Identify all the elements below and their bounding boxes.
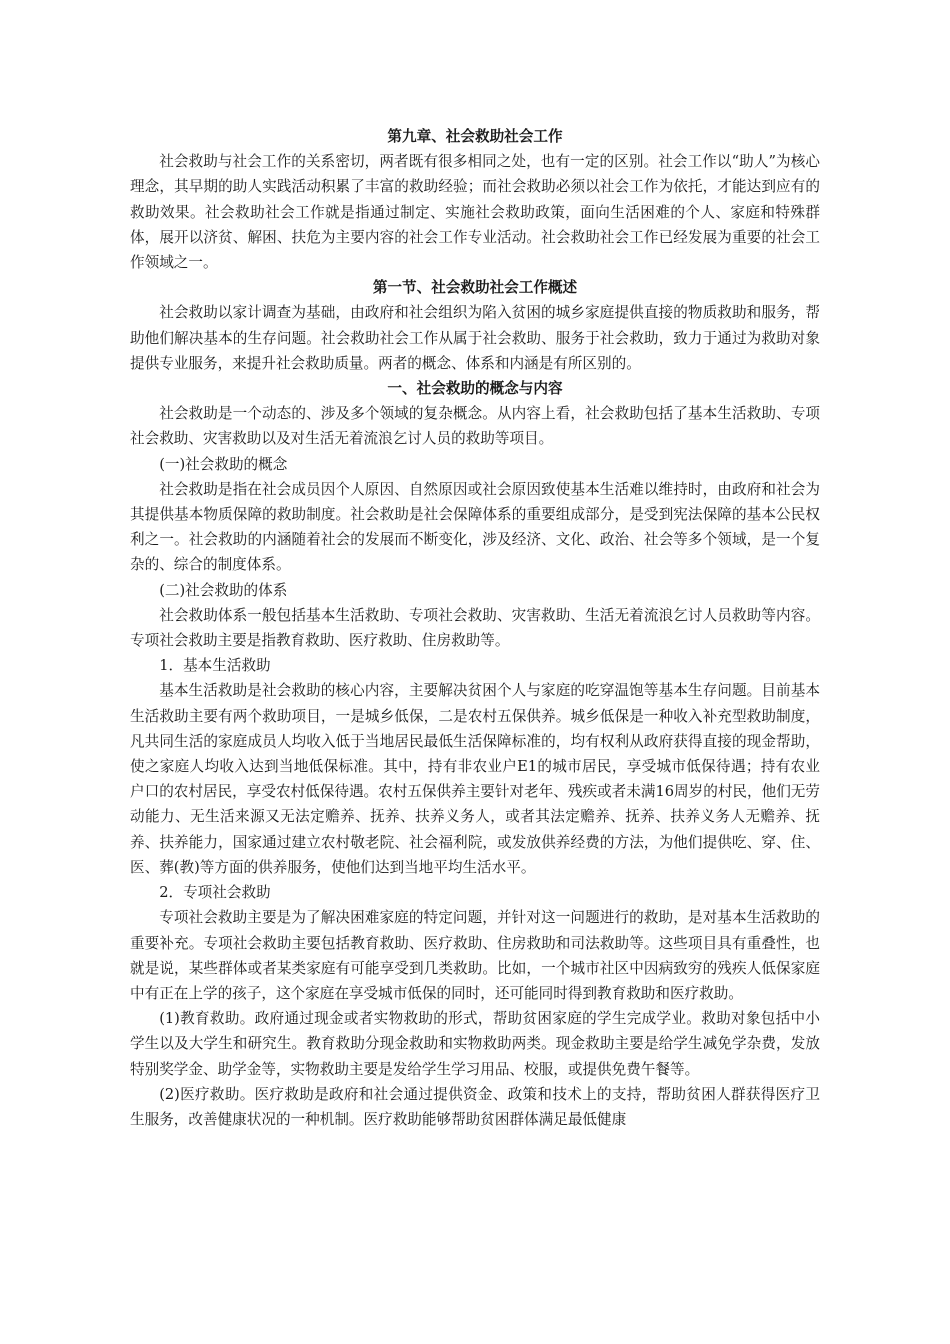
basic-aid-paragraph: 基本生活救助是社会救助的核心内容，主要解决贫困个人与家庭的吃穿温饱等基本生存问题。目前基本生活救助主要有两个救助项目，一是城乡低保，二是农村五保供养。城乡低保是一种收入补充型救助制度，凡共同生活的家庭成员人均收入低于当地居民最低生活保障标准的，均有权利从政府获得直接的现金帮助，使之家庭人均收入达到当地低保标准。其中，持有非农业户E1的城市居民，享受城市低保待遇；持有农业户口的农村居民，享受农村低保待遇。农村五保供养主要针对老年、残疾或者未满16周岁的村民，他们无劳动能力、无生活来源又无法定赡养、抚养、扶养义务人，或者其法定赡养、抚养、扶养义务人无赡养、抚养、扶养能力，国家通过建立农村敬老院、社会福利院，或发放供养经费的方法，为他们提供吃、穿、住、医、葬(教)等方面的供养服务，使他们达到当地平均生活水平。 <box>130 682 820 876</box>
subsection-paragraph: 社会救助是一个动态的、涉及多个领域的复杂概念。从内容上看，社会救助包括了基本生活救助、专项社会救助、灾害救助以及对生活无着流浪乞讨人员的救助等项目。 <box>130 405 820 448</box>
special-aid-paragraph: 专项社会救助主要是为了解决困难家庭的特定问题，并针对这一问题进行的救助，是对基本生活救助的重要补充。专项社会救助主要包括教育救助、医疗救助、住房救助和司法救助等。这些项目具有重叠性，也就是说，某些群体或者某类家庭有可能享受到几类救助。比如，一个城市社区中因病致穷的残疾人低保家庭中有正在上学的孩子，这个家庭在享受城市低保的同时，还可能同时得到教育救助和医疗救助。 <box>130 909 820 1002</box>
education-aid-paragraph: (1)教育救助。政府通过现金或者实物救助的形式，帮助贫困家庭的学生完成学业。救助对象包括中小学生以及大学生和研究生。教育救助分现金救助和实物救助两类。现金救助主要是给学生减免学杂费，发放特别奖学金、助学金等，实物救助主要是发给学生学习用品、校服，或提供免费午餐等。 <box>130 1010 820 1078</box>
basic-aid-label: 1．基本生活救助 <box>159 657 271 675</box>
section-title: 第一节、社会救助社会工作概述 <box>372 279 578 297</box>
section-paragraph: 社会救助以家计调查为基础，由政府和社会组织为陷入贫困的城乡家庭提供直接的物质救助和服务，帮助他们解决基本的生存问题。社会救助社会工作从属于社会救助、服务于社会救助，致力于通过为救助对象提供专业服务，来提升社会救助质量。两者的概念、体系和内涵是有所区别的。 <box>130 304 820 372</box>
system-paragraph: 社会救助体系一般包括基本生活救助、专项社会救助、灾害救助、生活无着流浪乞讨人员救助等内容。专项社会救助主要是指教育救助、医疗救助、住房救助等。 <box>130 606 820 650</box>
document-body <box>130 124 820 1132</box>
medical-aid-paragraph: (2)医疗救助。医疗救助是政府和社会通过提供资金、政策和技术上的支持，帮助贫困人群获得医疗卫生服务，改善健康状况的一种机制。医疗救助能够帮助贫困群体满足最低健康 <box>130 1085 820 1128</box>
intro-paragraph: 社会救助与社会工作的关系密切，两者既有很多相同之处，也有一定的区别。社会工作以“助人”为核心理念，其早期的助人实践活动积累了丰富的救助经验；而社会救助必须以社会工作为依托，才能达到应有的救助效果。社会救助社会工作就是指通过制定、实施社会救助政策，面向生活困难的个人、家庭和特殊群体，展开以济贫、解困、扶危为主要内容的社会工作专业活动。社会救助社会工作已经发展为重要的社会工作领域之一。 <box>130 153 820 272</box>
concept-label: (一)社会救助的概念 <box>159 455 288 473</box>
concept-paragraph: 社会救助是指在社会成员因个人原因、自然原因或社会原因致使基本生活难以维持时，由政府和社会为其提供基本物质保障的救助制度。社会救助是社会保障体系的重要组成部分，是受到宪法保障的基本公民权利之一。社会救助的内涵随着社会的发展而不断变化，涉及经济、文化、政治、社会等多个领域，是一个复杂的、综合的制度体系。 <box>130 480 820 574</box>
system-label: (二)社会救助的体系 <box>159 581 288 599</box>
chapter-title: 第九章、社会救助社会工作 <box>387 128 563 145</box>
subsection-title: 一、社会救助的概念与内容 <box>387 380 563 398</box>
special-aid-label: 2．专项社会救助 <box>159 884 271 902</box>
